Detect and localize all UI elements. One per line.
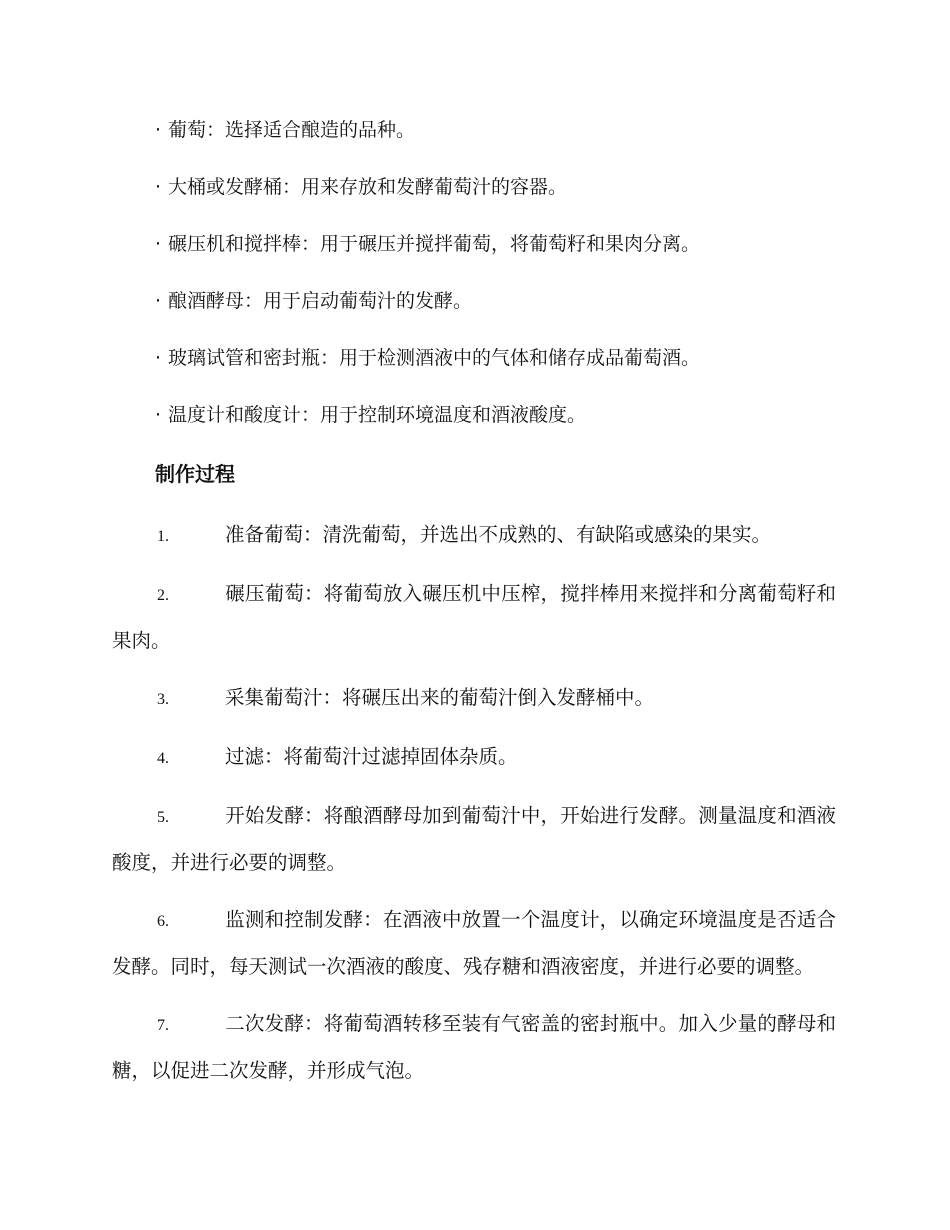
list-item-text: 酿酒酵母：用于启动葡萄汁的发酵。 xyxy=(168,290,473,312)
step-number: 4. xyxy=(157,750,169,767)
step-number: 6. xyxy=(157,913,169,930)
list-item xyxy=(155,397,855,454)
process-steps xyxy=(112,512,836,1105)
bullet-marker: · xyxy=(155,119,162,141)
section-heading: 制作过程 xyxy=(155,462,235,486)
list-item xyxy=(155,283,855,340)
list-item-text: 葡萄：选择适合酿造的品种。 xyxy=(168,119,416,141)
list-item xyxy=(155,169,855,226)
step-item xyxy=(112,734,836,781)
step-item xyxy=(112,793,836,885)
list-item-text: 碾压机和搅拌棒：用于碾压并搅拌葡萄，将葡萄籽和果肉分离。 xyxy=(168,233,701,255)
step-item xyxy=(112,512,836,559)
step-item xyxy=(112,897,836,989)
step-text: 二次发酵：将葡萄酒转移至装有气密盖的密封瓶中。加入少量的酵母和糖，以促进二次发酵，并形成气泡。 xyxy=(112,1012,836,1082)
list-item-text: 温度计和酸度计：用于控制环境温度和酒液酸度。 xyxy=(168,404,587,426)
list-item-text: 玻璃试管和密封瓶：用于检测酒液中的气体和储存成品葡萄酒。 xyxy=(168,347,701,369)
bullet-marker: · xyxy=(155,290,162,312)
step-item xyxy=(112,1001,836,1093)
step-text: 监测和控制发酵：在酒液中放置一个温度计，以确定环境温度是否适合发酵。同时，每天测试一次酒液的酸度、残存糖和酒液密度，并进行必要的调整。 xyxy=(112,908,836,978)
step-number: 2. xyxy=(157,587,169,604)
bullet-marker: · xyxy=(155,233,162,255)
step-text: 采集葡萄汁：将碾压出来的葡萄汁倒入发酵桶中。 xyxy=(225,686,655,709)
list-item xyxy=(155,340,855,397)
step-number: 5. xyxy=(157,809,169,826)
step-text: 准备葡萄：清洗葡萄，并选出不成熟的、有缺陷或感染的果实。 xyxy=(225,523,772,546)
list-item xyxy=(155,112,855,169)
step-item xyxy=(112,675,836,722)
step-number: 3. xyxy=(157,691,169,708)
step-text: 过滤：将葡萄汁过滤掉固体杂质。 xyxy=(225,745,518,768)
materials-list xyxy=(155,112,855,454)
step-number: 7. xyxy=(157,1017,169,1034)
bullet-marker: · xyxy=(155,404,162,426)
step-text: 碾压葡萄：将葡萄放入碾压机中压榨，搅拌棒用来搅拌和分离葡萄籽和果肉。 xyxy=(112,582,836,652)
step-text: 开始发酵：将酿酒酵母加到葡萄汁中，开始进行发酵。测量温度和酒液酸度，并进行必要的调整。 xyxy=(112,804,836,874)
bullet-marker: · xyxy=(155,347,162,369)
list-item xyxy=(155,226,855,283)
step-item xyxy=(112,571,836,663)
list-item-text: 大桶或发酵桶：用来存放和发酵葡萄汁的容器。 xyxy=(168,176,568,198)
bullet-marker: · xyxy=(155,176,162,198)
step-number: 1. xyxy=(157,528,169,545)
